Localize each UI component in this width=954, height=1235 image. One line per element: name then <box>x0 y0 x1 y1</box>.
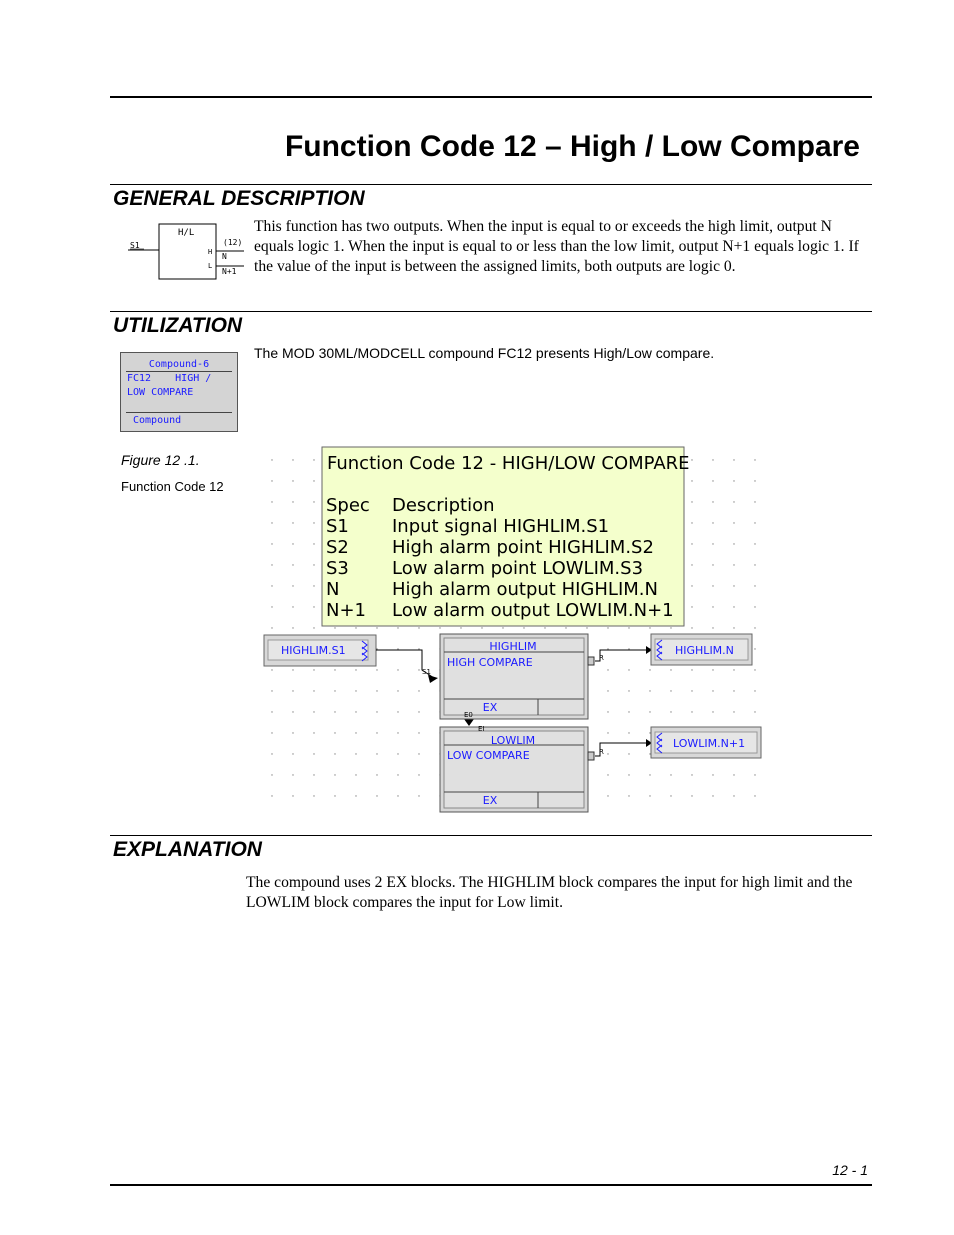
grid-dot <box>418 690 419 691</box>
grid-dot <box>397 753 398 754</box>
input-tag-label: HIGHLIM.S1 <box>281 644 346 657</box>
grid-dot <box>733 606 734 607</box>
grid-dot <box>376 795 377 796</box>
grid-dot <box>691 543 692 544</box>
grid-dot <box>712 501 713 502</box>
explanation-text: The compound uses 2 EX blocks. The HIGHLIM block compares the input for high limit and the LOWLIM block compares the input for Low limit. <box>246 874 853 911</box>
grid-dot <box>418 774 419 775</box>
note-row-spec: N <box>326 579 340 600</box>
grid-dot <box>418 669 419 670</box>
grid-dot <box>712 669 713 670</box>
grid-dot <box>271 564 272 565</box>
grid-dot <box>754 606 755 607</box>
grid-dot <box>544 627 545 628</box>
grid-dot <box>292 732 293 733</box>
symbol-block-label: H/L <box>178 228 195 238</box>
grid-dot <box>271 543 272 544</box>
block-lowlim-name: LOWLIM <box>490 734 536 747</box>
grid-dot <box>313 543 314 544</box>
symbol-out-l: L <box>208 262 213 270</box>
grid-dot <box>733 564 734 565</box>
grid-dot <box>691 690 692 691</box>
grid-dot <box>376 627 377 628</box>
symbol-input-s1: S1 <box>130 241 140 250</box>
grid-dot <box>733 627 734 628</box>
grid-dot <box>271 774 272 775</box>
note-row-spec: S2 <box>326 537 349 558</box>
grid-dot <box>607 711 608 712</box>
note-row-desc: Input signal HIGHLIM.S1 <box>392 516 610 537</box>
grid-dot <box>334 774 335 775</box>
grid-dot <box>628 774 629 775</box>
note-title: Function Code 12 - HIGH/LOW COMPARE <box>327 453 690 474</box>
grid-dot <box>691 501 692 502</box>
grid-dot <box>754 480 755 481</box>
grid-dot <box>397 648 398 649</box>
grid-dot <box>670 711 671 712</box>
grid-dot <box>355 774 356 775</box>
grid-dot <box>733 585 734 586</box>
grid-dot <box>754 459 755 460</box>
note-row-desc: High alarm output HIGHLIM.N <box>392 579 658 600</box>
note-row-desc: Low alarm output LOWLIM.N+1 <box>392 600 674 621</box>
grid-dot <box>334 669 335 670</box>
bottom-rule <box>110 1184 872 1186</box>
grid-dot <box>376 648 377 649</box>
compound-footer: Compound <box>133 415 182 426</box>
grid-dot <box>691 711 692 712</box>
grid-dot <box>397 774 398 775</box>
grid-dot <box>754 795 755 796</box>
grid-dot <box>313 522 314 523</box>
grid-dot <box>712 627 713 628</box>
grid-dot <box>355 711 356 712</box>
grid-dot <box>334 795 335 796</box>
function-symbol <box>126 222 248 282</box>
grid-dot <box>649 753 650 754</box>
note-row-desc: Low alarm point LOWLIM.S3 <box>392 558 644 579</box>
grid-dot <box>628 627 629 628</box>
grid-dot <box>334 753 335 754</box>
grid-dot <box>754 774 755 775</box>
grid-dot <box>691 795 692 796</box>
heading-explanation: EXPLANATION <box>113 838 262 861</box>
grid-dot <box>628 690 629 691</box>
grid-dot <box>355 795 356 796</box>
grid-dot <box>670 774 671 775</box>
symbol-fc-number: (12) <box>223 238 243 247</box>
grid-dot <box>397 690 398 691</box>
grid-dot <box>418 753 419 754</box>
grid-dot <box>292 795 293 796</box>
grid-dot <box>607 669 608 670</box>
page-number: 12 - 1 <box>832 1162 868 1178</box>
compound-title-rule <box>126 371 232 372</box>
grid-dot <box>502 627 503 628</box>
grid-dot <box>691 606 692 607</box>
grid-dot <box>649 690 650 691</box>
section-rule-general <box>110 184 872 185</box>
compound-line-2: LOW COMPARE <box>127 387 194 398</box>
grid-dot <box>313 669 314 670</box>
grid-dot <box>628 795 629 796</box>
grid-dot <box>418 648 419 649</box>
grid-dot <box>607 774 608 775</box>
grid-dot <box>271 690 272 691</box>
grid-dot <box>271 522 272 523</box>
grid-dot <box>376 753 377 754</box>
grid-dot <box>292 501 293 502</box>
block-lowlim-desc: LOW COMPARE <box>447 749 530 762</box>
block-highlim-pin-e0-label: E0 <box>464 711 473 719</box>
top-rule <box>110 96 872 98</box>
grid-dot <box>649 711 650 712</box>
diagram-canvas <box>262 445 762 813</box>
grid-dot <box>670 669 671 670</box>
grid-dot <box>754 627 755 628</box>
grid-dot <box>691 774 692 775</box>
compound-title: Compound-6 <box>148 359 210 370</box>
grid-dot <box>292 522 293 523</box>
symbol-out-h: H <box>208 248 213 256</box>
symbol-out-n1: N+1 <box>222 267 237 276</box>
grid-dot <box>733 690 734 691</box>
grid-dot <box>397 711 398 712</box>
grid-dot <box>712 543 713 544</box>
grid-dot <box>292 459 293 460</box>
grid-dot <box>271 711 272 712</box>
grid-dot <box>754 585 755 586</box>
grid-dot <box>271 795 272 796</box>
grid-dot <box>733 711 734 712</box>
grid-dot <box>313 711 314 712</box>
grid-dot <box>313 459 314 460</box>
grid-dot <box>271 732 272 733</box>
grid-dot <box>712 480 713 481</box>
note-row-spec: S1 <box>326 516 349 537</box>
general-description-text: This function has two outputs. When the input is equal to or exceeds the high limit, output N equals logic 1. When the input is equal to or less than the low limit, output N+1 equals logic 1. If the value of the input is between the assigned limits, both outputs are logic 0. <box>254 218 859 275</box>
grid-dot <box>292 606 293 607</box>
grid-dot <box>670 690 671 691</box>
block-lowlim-pin-r <box>588 752 594 760</box>
fc12-symbol-graphic <box>126 222 248 282</box>
block-lowlim-type: EX <box>482 794 498 807</box>
wire-input-arrow <box>428 675 438 683</box>
grid-dot <box>334 627 335 628</box>
compound-block <box>120 352 238 432</box>
block-highlim-pin-r-label: R <box>599 654 604 662</box>
grid-dot <box>313 480 314 481</box>
grid-dot <box>691 669 692 670</box>
heading-utilization: UTILIZATION <box>113 314 243 337</box>
note-desc-header: Description <box>392 495 495 516</box>
grid-dot <box>712 606 713 607</box>
grid-dot <box>355 669 356 670</box>
grid-dot <box>649 795 650 796</box>
grid-dot <box>754 543 755 544</box>
compound-footer-rule <box>126 412 232 413</box>
note-row-spec: N+1 <box>326 600 366 621</box>
grid-dot <box>334 711 335 712</box>
grid-dot <box>481 627 482 628</box>
grid-dot <box>754 501 755 502</box>
grid-dot <box>271 480 272 481</box>
grid-dot <box>376 711 377 712</box>
block-highlim-desc: HIGH COMPARE <box>447 656 533 669</box>
grid-dot <box>292 564 293 565</box>
grid-dot <box>733 795 734 796</box>
grid-dot <box>733 459 734 460</box>
grid-dot <box>313 564 314 565</box>
output-tag-1-label: HIGHLIM.N <box>675 644 734 657</box>
grid-dot <box>313 501 314 502</box>
grid-dot <box>313 774 314 775</box>
grid-dot <box>712 585 713 586</box>
grid-dot <box>334 732 335 733</box>
grid-dot <box>376 669 377 670</box>
grid-dot <box>628 732 629 733</box>
grid-dot <box>292 753 293 754</box>
grid-dot <box>712 774 713 775</box>
block-highlim-name: HIGHLIM <box>489 640 537 653</box>
grid-dot <box>733 480 734 481</box>
grid-dot <box>607 732 608 733</box>
grid-dot <box>691 627 692 628</box>
grid-dot <box>649 669 650 670</box>
grid-dot <box>628 711 629 712</box>
block-lowlim-pin-ei-label: EI <box>478 725 485 733</box>
grid-dot <box>649 774 650 775</box>
note-spec-header: Spec <box>326 495 370 516</box>
grid-dot <box>376 690 377 691</box>
grid-dot <box>418 795 419 796</box>
grid-dot <box>670 795 671 796</box>
grid-dot <box>712 690 713 691</box>
grid-dot <box>271 627 272 628</box>
section-rule-explanation <box>110 835 872 836</box>
symbol-out-n: N <box>222 252 227 261</box>
grid-dot <box>712 795 713 796</box>
block-highlim-type: EX <box>482 701 498 714</box>
grid-dot <box>355 690 356 691</box>
grid-dot <box>754 669 755 670</box>
grid-dot <box>271 585 272 586</box>
grid-dot <box>691 480 692 481</box>
grid-dot <box>397 732 398 733</box>
grid-dot <box>460 627 461 628</box>
grid-dot <box>691 459 692 460</box>
grid-dot <box>376 774 377 775</box>
grid-dot <box>628 648 629 649</box>
grid-dot <box>418 627 419 628</box>
grid-dot <box>523 627 524 628</box>
grid-dot <box>712 522 713 523</box>
grid-dot <box>292 774 293 775</box>
heading-general-description: GENERAL DESCRIPTION <box>113 187 365 210</box>
grid-dot <box>754 711 755 712</box>
grid-dot <box>754 522 755 523</box>
grid-dot <box>649 732 650 733</box>
grid-dot <box>376 732 377 733</box>
grid-dot <box>292 627 293 628</box>
grid-dot <box>691 522 692 523</box>
grid-dot <box>439 627 440 628</box>
fc12-diagram <box>262 445 762 813</box>
grid-dot <box>607 648 608 649</box>
grid-dot <box>649 627 650 628</box>
grid-dot <box>292 480 293 481</box>
grid-dot <box>565 627 566 628</box>
grid-dot <box>754 564 755 565</box>
note-row-desc: High alarm point HIGHLIM.S2 <box>392 537 654 558</box>
grid-dot <box>313 753 314 754</box>
grid-dot <box>313 606 314 607</box>
grid-dot <box>628 669 629 670</box>
grid-dot <box>355 753 356 754</box>
section-rule-utilization <box>110 311 872 312</box>
grid-dot <box>607 795 608 796</box>
grid-dot <box>292 669 293 670</box>
grid-dot <box>292 543 293 544</box>
grid-dot <box>271 501 272 502</box>
grid-dot <box>313 627 314 628</box>
grid-dot <box>607 690 608 691</box>
grid-dot <box>733 774 734 775</box>
figure-caption: Figure 12 .1. <box>121 452 200 468</box>
grid-dot <box>355 627 356 628</box>
grid-dot <box>607 627 608 628</box>
grid-dot <box>712 711 713 712</box>
grid-dot <box>712 564 713 565</box>
grid-dot <box>271 753 272 754</box>
grid-dot <box>397 669 398 670</box>
grid-dot <box>313 795 314 796</box>
grid-dot <box>733 669 734 670</box>
grid-dot <box>292 690 293 691</box>
grid-dot <box>313 690 314 691</box>
grid-dot <box>733 522 734 523</box>
grid-dot <box>418 711 419 712</box>
grid-dot <box>292 585 293 586</box>
output-tag-2-label: LOWLIM.N+1 <box>673 737 746 750</box>
grid-dot <box>733 543 734 544</box>
wire-block-link-arrow <box>464 719 474 726</box>
grid-dot <box>586 627 587 628</box>
note-row-spec: S3 <box>326 558 349 579</box>
grid-dot <box>607 753 608 754</box>
grid-dot <box>397 795 398 796</box>
block-highlim-pin-r <box>588 657 594 665</box>
utilization-text: The MOD 30ML/MODCELL compound FC12 presents High/Low compare. <box>254 345 715 361</box>
block-lowlim-pin-r-label: R <box>599 748 604 756</box>
grid-dot <box>418 732 419 733</box>
grid-dot <box>397 627 398 628</box>
grid-dot <box>355 732 356 733</box>
grid-dot <box>313 732 314 733</box>
grid-dot <box>754 648 755 649</box>
grid-dot <box>691 564 692 565</box>
grid-dot <box>691 585 692 586</box>
page-title: Function Code 12 – High / Low Compare <box>284 130 860 163</box>
grid-dot <box>271 669 272 670</box>
figure-subcaption: Function Code 12 <box>121 479 224 494</box>
compound-line-1: FC12 HIGH / <box>127 373 212 384</box>
grid-dot <box>313 585 314 586</box>
grid-dot <box>271 606 272 607</box>
grid-dot <box>670 627 671 628</box>
grid-dot <box>712 459 713 460</box>
grid-dot <box>334 690 335 691</box>
grid-dot <box>271 459 272 460</box>
grid-dot <box>733 501 734 502</box>
block-highlim-pin-s1-label: S1 <box>422 668 431 676</box>
grid-dot <box>292 711 293 712</box>
grid-dot <box>628 753 629 754</box>
grid-dot <box>754 690 755 691</box>
